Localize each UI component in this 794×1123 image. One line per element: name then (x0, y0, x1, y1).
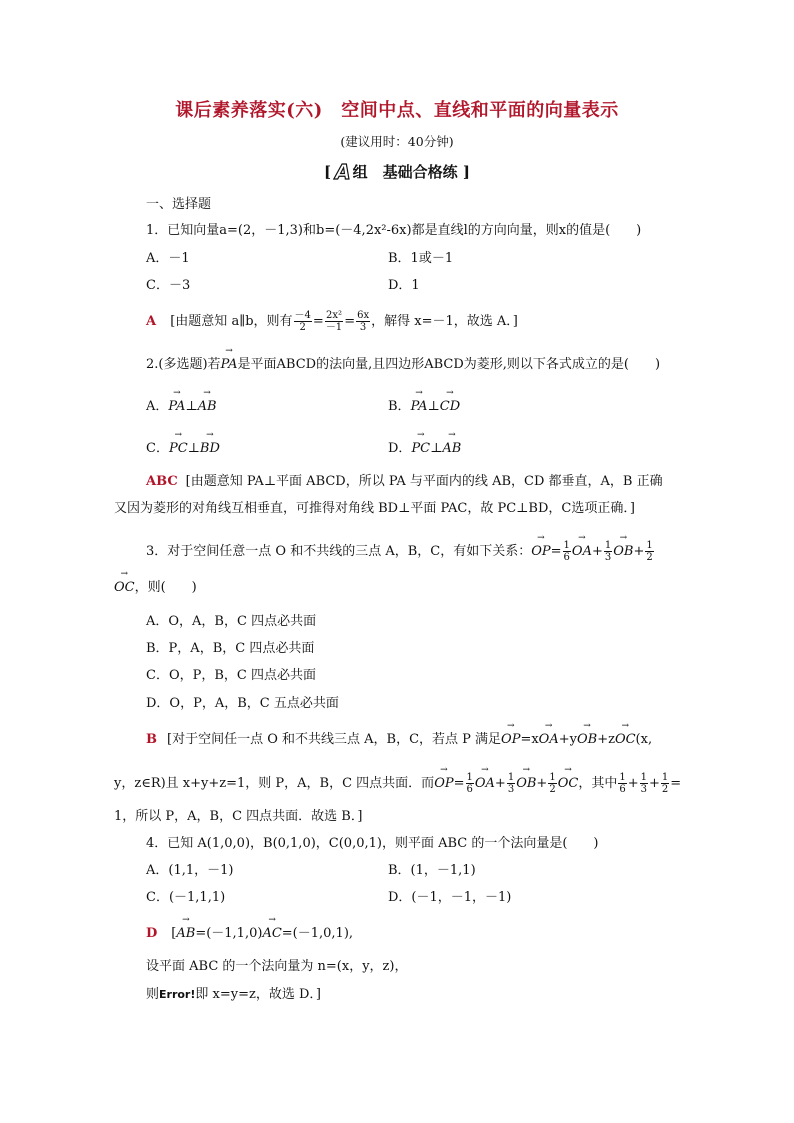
vector: → AB (198, 398, 217, 416)
q4-option-d: D．(－1，－1，－1) (388, 890, 512, 905)
vector: → OB (613, 543, 633, 561)
fraction: $\frac{1}{3}$ (604, 540, 612, 563)
section-heading: 一、选择题 (146, 197, 212, 212)
q3-option-a: A．O，A，B，C 四点必共面 (146, 614, 317, 629)
vector: → AC (262, 925, 281, 943)
vector: → OC (114, 579, 135, 597)
q3-option-c: C．O，P，B，C 四点必共面 (146, 668, 316, 683)
q3-option-b: B．P，A，B，C 四点必共面 (146, 641, 315, 656)
vector: → PA (168, 398, 185, 416)
vector: → OC (615, 731, 636, 749)
q2-option-a: A．→ PA⊥→ AB (146, 398, 217, 416)
q4-option-c: C．(－1,1,1) (146, 890, 226, 905)
vector: → OP (531, 543, 550, 561)
q1-option-d: D．1 (388, 278, 420, 293)
group-letter-badge: A (335, 160, 351, 184)
q1-option-b: B．1或－1 (388, 251, 454, 266)
q2-option-c: C．→ PC⊥→ BD (146, 440, 220, 458)
q2-stem: 2.(多选题)若→ PA是平面ABCD的法向量,且四边形ABCD为菱形,则以下各式成立的是( ) (146, 356, 660, 374)
vector: → OA (539, 731, 559, 749)
q1-stem: 1．已知向量a=(2，－1,3)和b=(－4,2x²-6x)都是直线l的方向向量，则x的值是( ) (146, 223, 642, 238)
error-placeholder: Error! (159, 988, 196, 1001)
vector: → BD (200, 440, 220, 458)
q3-solution-line3: 1，所以 P，A，B，C 四点共面．故选 B．] (114, 809, 363, 824)
q4-option-a: A．(1,1，－1) (146, 863, 234, 878)
q1-option-c: C．－3 (146, 278, 191, 293)
fraction: $\frac{-4}{2}$ (294, 310, 311, 333)
vector: → OA (475, 775, 495, 793)
fraction: $\frac{1}{6}$ (466, 772, 473, 795)
q2-answer: ABC (146, 474, 178, 489)
q1-solution: A [由题意知 a∥b，则有 $\frac{-4}{2}$ = $\frac{\text{2x²}}{-1}$ = $\frac{6x}{3}$ ，解得 x=－1，故选 A．] (146, 310, 518, 333)
vector: → PC (169, 440, 188, 458)
fraction: $\frac{6x}{3}$ (357, 310, 370, 333)
q4-answer: D (146, 926, 158, 941)
fraction: $\frac{1}{2}$ (646, 540, 653, 563)
q2-option-b: B．→ PA⊥→ CD (388, 398, 460, 416)
q2-solution-line1: ABC [由题意知 PA⊥平面 ABCD，所以 PA 与平面内的线 AB，CD 都垂直，A，B 正确 (146, 474, 663, 489)
fraction: $\frac{1}{3}$ (507, 772, 515, 795)
q2-solution-line2: 又因为菱形的对角线互相垂直，可推得对角线 BD⊥平面 PAC，故 PC⊥BD，C选项正确．] (114, 501, 635, 516)
q4-option-b: B．(1，－1,1) (388, 863, 476, 878)
q3-stem-cont: → OC，则( ) (114, 579, 197, 597)
fraction: $\frac{1}{6}$ (563, 540, 570, 563)
q3-answer: B (146, 732, 157, 747)
q4-stem: 4．已知 A(1,0,0)，B(0,1,0)，C(0,0,1)，则平面 ABC 的一个法向量是( ) (146, 836, 599, 851)
q3-stem: 3．对于空间任意一点 O 和不共线的三点 A，B，C，有如下关系：→ OP= $\frac{1}{6}$ → OA+ $\frac{1}{3}$ → OB+ $\frac{1}{2}$ (146, 540, 655, 563)
fraction: $\frac{1}{6}$ (619, 772, 626, 795)
vector: → CD (440, 398, 460, 416)
vector: → PA (221, 356, 238, 374)
q1-answer: A (146, 314, 157, 329)
page-title: 课后素养落实(六) 空间中点、直线和平面的向量表示 (175, 100, 619, 121)
vector: → OB (516, 775, 536, 793)
q2-option-d: D．→ PC⊥→ AB (388, 440, 461, 458)
q4-solution-line1: D [→ AB=(－1,1,0)→ AC=(－1,0,1), (146, 925, 353, 943)
q4-solution-line3: 则Error!即 x=y=z，故选 D．] (146, 987, 321, 1002)
vector: → PA (411, 398, 428, 416)
fraction: $\frac{\text{2x²}}{-1}$ (325, 310, 343, 333)
vector: → AB (176, 925, 195, 943)
vector: → OA (572, 543, 592, 561)
q1-option-a: A．－1 (146, 251, 190, 266)
vector: → OP (501, 731, 520, 749)
vector: → OC (558, 775, 579, 793)
fraction: $\frac{1}{2}$ (661, 772, 669, 795)
q3-solution-line2: y，z∈R)且 x+y+z=1，则 P，A，B，C 四点共面．而→ OP= $\frac{1}{6}$ → OA+ $\frac{1}{3}$ → OB+ $\frac{1}{2}$ → OC，其中 $\frac{1}{6}$ + $\frac{1}{3}$ + $\frac{1}{2}$ = (114, 772, 681, 795)
q3-solution-line1: B [对于空间任一点 O 和不共线三点 A，B，C，若点 P 满足→ OP=x→ OA+y→ OB+z→ OC(x, (146, 731, 652, 749)
vector: → OP (434, 775, 453, 793)
vector: → PC (411, 440, 430, 458)
q4-solution-line2: 设平面 ABC 的一个法向量为 n=(x，y，z)， (146, 959, 408, 974)
fraction: $\frac{1}{2}$ (549, 772, 556, 795)
fraction: $\frac{1}{3}$ (640, 772, 647, 795)
vector: → AB (442, 440, 461, 458)
vector: → OB (577, 731, 597, 749)
suggested-time: (建议用时：40分钟) (340, 134, 454, 149)
group-heading: [ A 组 基础合格练 ] (324, 160, 470, 184)
q3-option-d: D．O，P，A，B，C 五点必共面 (146, 696, 339, 711)
